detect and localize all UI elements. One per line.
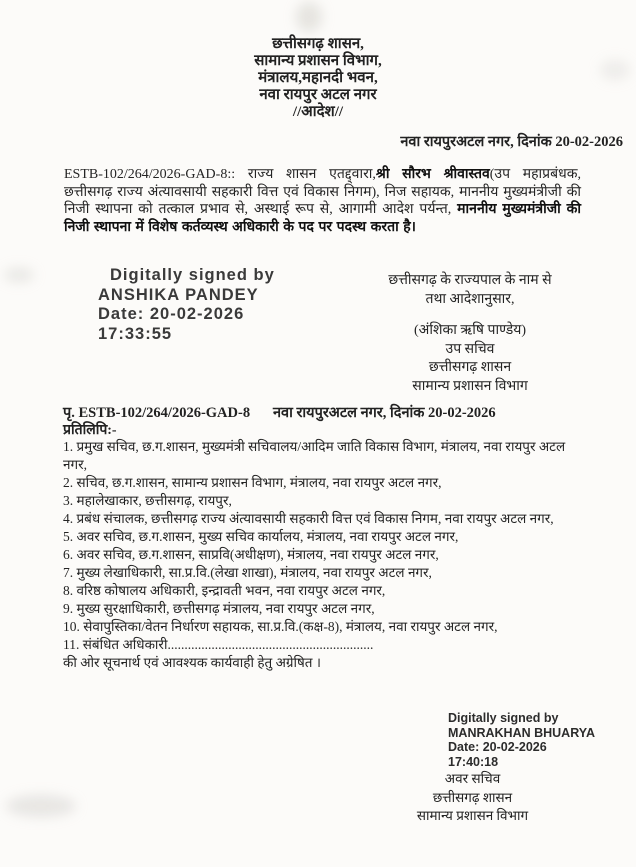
letterhead-line-government: छत्तीसगढ़ शासन, — [272, 36, 364, 52]
letterhead — [0, 36, 636, 121]
order-heading: //आदेश// — [292, 104, 344, 120]
copy-item-10: 10. सेवापुस्तिका/वेतन निर्धारण सहायक, सा.प्र.वि.(कक्ष-8), मंत्रालय, नवा रायपुर अटल नगर, — [63, 619, 498, 634]
signature-date: Date: 20-02-2026 — [448, 740, 547, 754]
signature-time: 17:40:18 — [448, 754, 499, 769]
officer-name: श्री सौरभ श्रीवास्तव — [375, 167, 490, 182]
letterhead-line-building: मंत्रालय,महानदी भवन, — [258, 70, 378, 86]
digital-signature-stamp-manrakhan — [448, 711, 595, 769]
on-behalf-block — [340, 271, 600, 309]
signatory-name: (अंशिका ऋषि पाण्डेय) — [413, 323, 527, 338]
copy-to-label: प्रतिलिपि:- — [63, 423, 117, 438]
order-reference-number: ESTB-102/264/2026-GAD-8:: — [64, 167, 248, 182]
signatory-block — [340, 322, 600, 396]
signer-name: ANSHIKA PANDEY — [98, 285, 259, 304]
order-body-start: राज्य शासन एतद्द्वारा, — [247, 167, 376, 182]
order-body-directive: माननीय मुख्यमंत्रीजी की निजी स्थापना में विशेष कर्तव्यस्थ अधिकारी के पद पर पदस्थ करता है। — [64, 202, 581, 235]
copy-item-2: 2. सचिव, छ.ग.शासन, सामान्य प्रशासन विभाग, मंत्रालय, नवा रायपुर अटल नगर, — [63, 475, 442, 490]
letterhead-line-department: सामान्य प्रशासन विभाग, — [254, 53, 382, 69]
bottom-signatory-block — [395, 770, 550, 826]
order-body-paragraph — [64, 166, 581, 236]
digital-signature-stamp-anshika — [98, 266, 275, 344]
signature-label: Digitally signed by — [110, 266, 275, 284]
signatory-government: छत्तीसगढ़ शासन — [428, 360, 512, 375]
endorsement-reference-number: पृ. ESTB-102/264/2026-GAD-8 — [63, 405, 251, 421]
bottom-signatory-department: सामान्य प्रशासन विभाग — [416, 808, 529, 823]
signer-name: MANRAKHAN BHUARYA — [448, 725, 595, 740]
copy-item-9: 9. मुख्य सुरक्षाधिकारी, छत्तीसगढ़ मंत्रालय, नवा रायपुर अटल नगर, — [63, 601, 375, 616]
copy-to-list — [63, 438, 584, 672]
scan-artifact — [296, 2, 322, 32]
copy-item-5: 5. अवर सचिव, छ.ग.शासन, मुख्य सचिव कार्यालय, मंत्रालय, नवा रायपुर अटल नगर, — [63, 529, 459, 544]
signature-date: Date: 20-02-2026 — [98, 305, 245, 323]
signatory-designation: उप सचिव — [445, 341, 495, 357]
signature-time: 17:33:55 — [98, 324, 173, 343]
signatory-department: सामान्य प्रशासन विभाग — [412, 378, 528, 394]
copy-item-1: 1. प्रमुख सचिव, छ.ग.शासन, मुख्यमंत्री सचिवालय/आदिम जाति विकास विभाग, मंत्रालय, नवा रायपुर अटल नगर, — [63, 439, 566, 472]
on-behalf-line-2: तथा आदेशानुसार, — [425, 292, 515, 307]
letterhead-line-city: नवा रायपुर अटल नगर — [259, 87, 377, 103]
order-body-middle: (उप महाप्रबंधक, छत्तीसगढ़ राज्य अंत्यावसायी सहकारी वित्त एवं विकास निगम), निज सहायक, माननीय मुख्यमंत्रीजी की निजी स्थापना को तत्काल प्रभाव से, अस्थाई रूप से, आगामी आदेश पर्यन्त, — [64, 167, 582, 217]
copy-item-3: 3. महालेखाकार, छत्तीसगढ़, रायपुर, — [63, 493, 232, 508]
copy-item-8: 8. वरिष्ठ कोषालय अधिकारी, इन्द्रावती भवन, नवा रायपुर अटल नगर, — [63, 583, 386, 598]
on-behalf-line-1: छत्तीसगढ़ के राज्यपाल के नाम से — [388, 273, 552, 288]
copy-item-7: 7. मुख्य लेखाधिकारी, सा.प्र.वि.(लेखा शाखा), मंत्रालय, नवा रायपुर अटल नगर, — [63, 565, 432, 580]
bottom-signatory-government: छत्तीसगढ़ शासन — [432, 789, 513, 805]
forward-line: की ओर सूचनार्थ एवं आवश्यक कार्यवाही हेतु अग्रेषित । — [63, 655, 321, 670]
endorsement-dateline: नवा रायपुरअटल नगर, दिनांक 20-02-2026 — [273, 405, 496, 421]
scan-artifact — [6, 795, 76, 817]
scan-artifact — [4, 268, 34, 282]
dateline-top: नवा रायपुरअटल नगर, दिनांक 20-02-2026 — [400, 134, 623, 150]
signature-label: Digitally signed by — [448, 711, 559, 725]
copy-item-4: 4. प्रबंध संचालक, छत्तीसगढ़ राज्य अंत्यावसायी सहकारी वित्त एवं विकास निगम, नवा रायपुर अटल नगर, — [63, 511, 554, 526]
copy-item-11: 11. संबंधित अधिकारी............................................................. — [63, 637, 374, 652]
bottom-signatory-designation: अवर सचिव — [444, 771, 501, 786]
copy-item-6: 6. अवर सचिव, छ.ग.शासन, साप्रवि(अधीक्षण), मंत्रालय, नवा रायपुर अटल नगर, — [63, 547, 439, 562]
